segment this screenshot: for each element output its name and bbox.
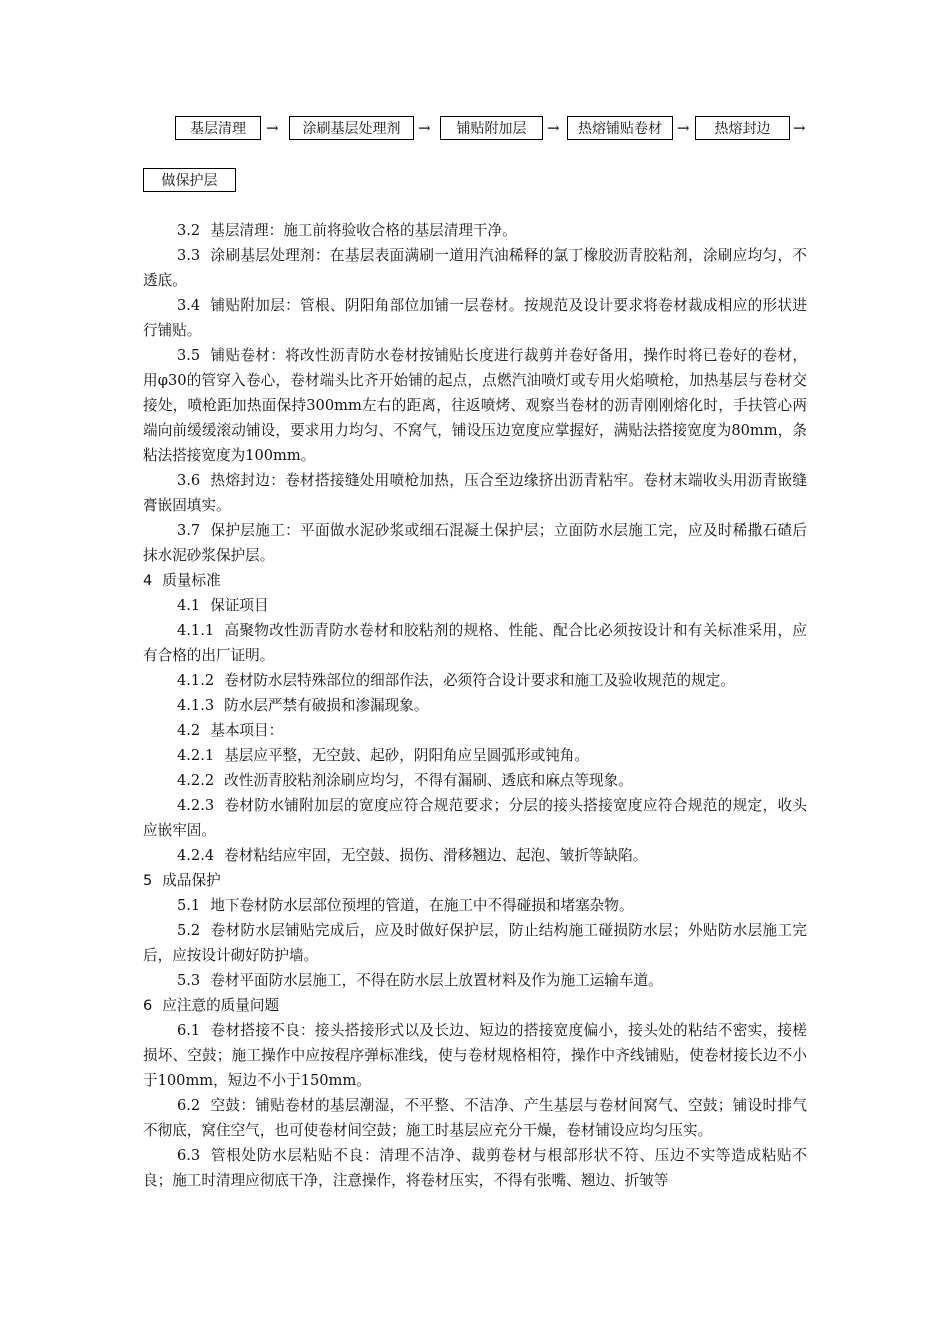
clause-number: 4.1: [177, 597, 201, 614]
clause-number: 4: [143, 572, 153, 589]
clause-number: 3.4: [177, 297, 201, 314]
section-heading: [143, 993, 807, 1018]
section-heading: [143, 568, 807, 593]
clause-number: 3.2: [177, 222, 201, 239]
process-flowchart: [0, 0, 950, 200]
clause-number: 5.1: [177, 897, 201, 914]
clause-text: 高聚物改性沥青防水卷材和胶粘剂的规格、性能、配合比必须按设计和有关标准采用，应有合格的出厂证明。: [143, 622, 807, 664]
paragraph: [143, 693, 807, 718]
clause-text: 卷材搭接不良：接头搭接形式以及长边、短边的搭接宽度偏小，接头处的粘结不密实，接槎损坏、空鼓；施工操作中应按程序弹标准线，使与卷材规格相符，操作中齐线铺贴，使卷材接长边不小于100mm，短边不小于150mm。: [143, 1022, 807, 1089]
paragraph: [143, 893, 807, 918]
flow-step-1: 基层清理: [175, 116, 261, 140]
paragraph: [143, 218, 807, 243]
clause-number: 3.7: [177, 522, 201, 539]
paragraph: [143, 593, 807, 618]
clause-text: 卷材粘结应牢固，无空鼓、损伤、滑移翘边、起泡、皱折等缺陷。: [224, 847, 648, 864]
clause-text: 基层清理：施工前将验收合格的基层清理干净。: [210, 222, 517, 239]
clause-number: 5.2: [177, 922, 201, 939]
clause-number: 3.6: [177, 472, 201, 489]
clause-number: 6.3: [177, 1147, 201, 1164]
paragraph: [143, 1018, 807, 1093]
paragraph: [143, 1143, 807, 1193]
clause-text: 地下卷材防水层部位预埋的管道，在施工中不得碰损和堵塞杂物。: [210, 897, 634, 914]
clause-text: 涂刷基层处理剂：在基层表面满刷一道用汽油稀释的氯丁橡胶沥青胶粘剂，涂刷应均匀，不透底。: [143, 247, 807, 289]
flow-arrow-3: →: [547, 119, 560, 137]
flow-arrow-4: →: [677, 119, 690, 137]
clause-number: 4.2.2: [177, 772, 215, 789]
clause-text: 保证项目: [210, 597, 269, 614]
paragraph: [143, 768, 807, 793]
flow-arrow-5: →: [793, 119, 806, 137]
clause-text: 卷材平面防水层施工，不得在防水层上放置材料及作为施工运输车道。: [210, 972, 663, 989]
flow-step-3: 铺贴附加层: [440, 116, 543, 140]
clause-number: 5: [143, 872, 153, 889]
clause-number: 4.2.4: [177, 847, 215, 864]
paragraph: [143, 618, 807, 668]
flow-arrow-2: →: [418, 119, 431, 137]
clause-text: 卷材防水层特殊部位的细部作法，必须符合设计要求和施工及验收规范的规定。: [224, 672, 735, 689]
clause-text: 卷材防水层铺贴完成后，应及时做好保护层，防止结构施工碰损防水层；外贴防水层施工完后，应按设计砌好防护墙。: [143, 922, 807, 964]
clause-text: 卷材防水铺附加层的宽度应符合规范要求；分层的接头搭接宽度应符合规范的规定，收头应嵌牢固。: [143, 797, 807, 839]
flow-step-6: 做保护层: [143, 168, 236, 192]
section-heading: [143, 868, 807, 893]
paragraph: [143, 793, 807, 843]
paragraph: [143, 1093, 807, 1143]
flow-arrow-1: →: [266, 119, 279, 137]
flow-step-4: 热熔铺贴卷材: [567, 116, 673, 140]
clause-number: 4.2: [177, 722, 201, 739]
clause-text: 热熔封边：卷材搭接缝处用喷枪加热，压合至边缘挤出沥青粘牢。卷材末端收头用沥青嵌缝膏嵌固填实。: [143, 472, 807, 514]
paragraph: [143, 743, 807, 768]
clause-text: 铺贴卷材：将改性沥青防水卷材按铺贴长度进行裁剪并卷好备用，操作时将已卷好的卷材，用φ30的管穿入卷心，卷材端头比齐开始铺的起点，点燃汽油喷灯或专用火焰喷枪，加热基层与卷材交接处，喷枪距加热面保持300mm左右的距离，往返喷烤、观察当卷材的沥青刚刚熔化时，手扶管心两端向前缓缓滚动铺设，要求用力均匀、不窝气，铺设压边宽度应掌握好，满贴法搭接宽度为80mm，条粘法搭接宽度为100mm。: [143, 347, 807, 464]
clause-text: 基层应平整，无空鼓、起砂，阴阳角应呈圆弧形或钝角。: [224, 747, 589, 764]
clause-number: 4.1.3: [177, 697, 215, 714]
clause-text: 基本项目：: [210, 722, 284, 739]
clause-text: 防水层严禁有破损和渗漏现象。: [224, 697, 429, 714]
paragraph: [143, 718, 807, 743]
paragraph: [143, 518, 807, 568]
clause-text: 成品保护: [162, 872, 221, 889]
paragraph: [143, 293, 807, 343]
paragraph: [143, 843, 807, 868]
clause-text: 改性沥青胶粘剂涂刷应均匀，不得有漏刷、透底和麻点等现象。: [224, 772, 633, 789]
clause-text: 管根处防水层粘贴不良：清理不洁净、裁剪卷材与根部形状不符、压边不实等造成粘贴不良；施工时清理应彻底干净，注意操作，将卷材压实，不得有张嘴、翘边、折皱等: [143, 1147, 807, 1189]
paragraph: [143, 343, 807, 468]
clause-text: 质量标准: [162, 572, 221, 589]
flow-step-5: 热熔封边: [695, 116, 790, 140]
paragraph: [143, 968, 807, 993]
clause-number: 4.2.3: [177, 797, 215, 814]
paragraph: [143, 468, 807, 518]
clause-number: 6.2: [177, 1097, 201, 1114]
clause-number: 5.3: [177, 972, 201, 989]
clause-text: 保护层施工：平面做水泥砂浆或细石混凝土保护层；立面防水层施工完，应及时稀撒石碴后抹水泥砂浆保护层。: [143, 522, 807, 564]
clause-text: 空鼓：铺贴卷材的基层潮湿，不平整、不洁净、产生基层与卷材间窝气、空鼓；铺设时排气不彻底，窝住空气，也可使卷材间空鼓；施工时基层应充分干燥，卷材铺设应均匀压实。: [143, 1097, 807, 1139]
paragraph: [143, 243, 807, 293]
clause-number: 6.1: [177, 1022, 201, 1039]
clause-text: 应注意的质量问题: [162, 997, 280, 1014]
paragraph: [143, 668, 807, 693]
paragraph: [143, 918, 807, 968]
document-body: [143, 218, 807, 1193]
clause-number: 3.3: [177, 247, 201, 264]
clause-number: 4.2.1: [177, 747, 215, 764]
clause-text: 铺贴附加层：管根、阴阳角部位加铺一层卷材。按规范及设计要求将卷材裁成相应的形状进行铺贴。: [143, 297, 807, 339]
flow-step-2: 涂刷基层处理剂: [289, 116, 414, 140]
clause-number: 4.1.2: [177, 672, 215, 689]
clause-number: 6: [143, 997, 153, 1014]
clause-number: 3.5: [177, 347, 201, 364]
clause-number: 4.1.1: [177, 622, 215, 639]
